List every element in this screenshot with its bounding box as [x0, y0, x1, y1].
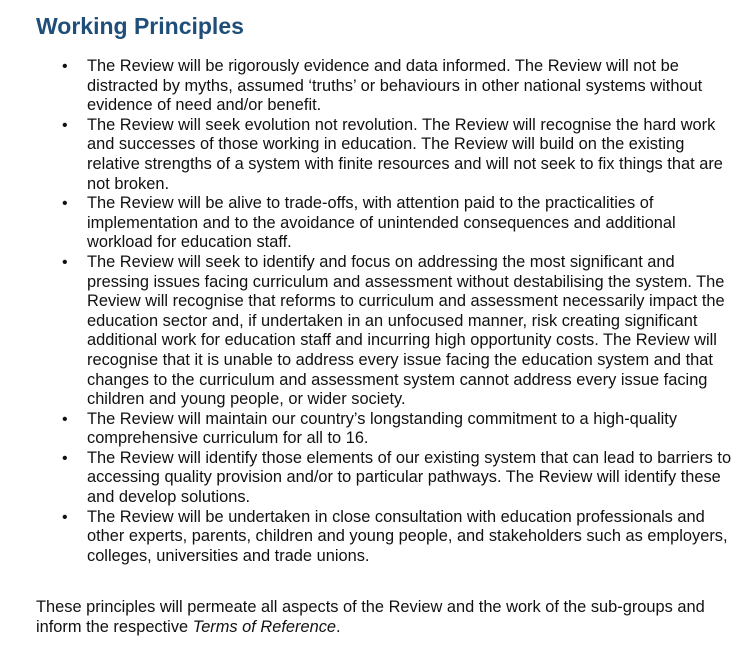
principle-item: [0, 410, 737, 449]
principles-list: [0, 57, 737, 566]
bullet-marker: •: [62, 116, 68, 134]
principle-text: The Review will be rigorously evidence and data informed. The Review will not be distracted by myths, assumed ‘truths’ or behaviours in other national systems without evidence of need and/or benefit.: [87, 57, 703, 115]
section-heading: Working Principles: [36, 13, 244, 39]
principle-item: [0, 253, 737, 410]
bullet-marker: •: [62, 253, 68, 271]
principle-text: The Review will be alive to trade-offs, with attention paid to the practicalities of implementation and to the avoidance of unintended consequences and additional workload for education staff.: [87, 194, 676, 252]
bullet-marker: •: [62, 449, 68, 467]
principle-item: [0, 194, 737, 253]
principle-text: The Review will seek evolution not revolution. The Review will recognise the hard work and successes of those working in education. The Review will build on the existing relative strengths of a system with finite resources and will not seek to fix things that are not broken.: [87, 115, 723, 193]
closing-end: .: [336, 617, 341, 636]
principle-item: [0, 116, 737, 194]
terms-of-reference: Terms of Reference: [192, 617, 337, 636]
principle-text: The Review will identify those elements of our existing system that can lead to barriers to accessing quality provision and/or to particular pathways. The Review will identify these and develop solutions.: [87, 448, 732, 507]
closing-text: These principles will permeate all aspects of the Review and the work of the sub-groups and inform the respective: [36, 598, 705, 636]
principle-text: The Review will maintain our country’s longstanding commitment to a high-quality comprehensive curriculum for all to 16.: [87, 409, 678, 448]
bullet-marker: •: [62, 410, 68, 428]
bullet-marker: •: [62, 58, 68, 75]
principle-item: [0, 449, 737, 508]
bullet-marker: •: [62, 508, 68, 526]
bullet-marker: •: [62, 195, 68, 213]
principle-text: The Review will be undertaken in close consultation with education professionals and other experts, parents, children and young people, and stakeholders such as employers, colleges, universities and trade unions.: [87, 507, 728, 565]
closing-paragraph: [36, 598, 736, 637]
principle-text: The Review will seek to identify and focus on addressing the most significant and pressing issues facing curriculum and assessment without destabilising the system. The Review will recognise that reforms to curriculum and assessment necessarily impact the education sector and, if undertaken in an unfocused manner, risk creating significant additional work for education staff and incurring high opportunity costs. The Review will recognise that it is unable to address every issue facing the education system and that changes to the curriculum and assessment system cannot address every issue facing children and young people, or wider society.: [87, 252, 725, 409]
principle-item: [0, 508, 737, 567]
principle-item: [0, 57, 737, 116]
